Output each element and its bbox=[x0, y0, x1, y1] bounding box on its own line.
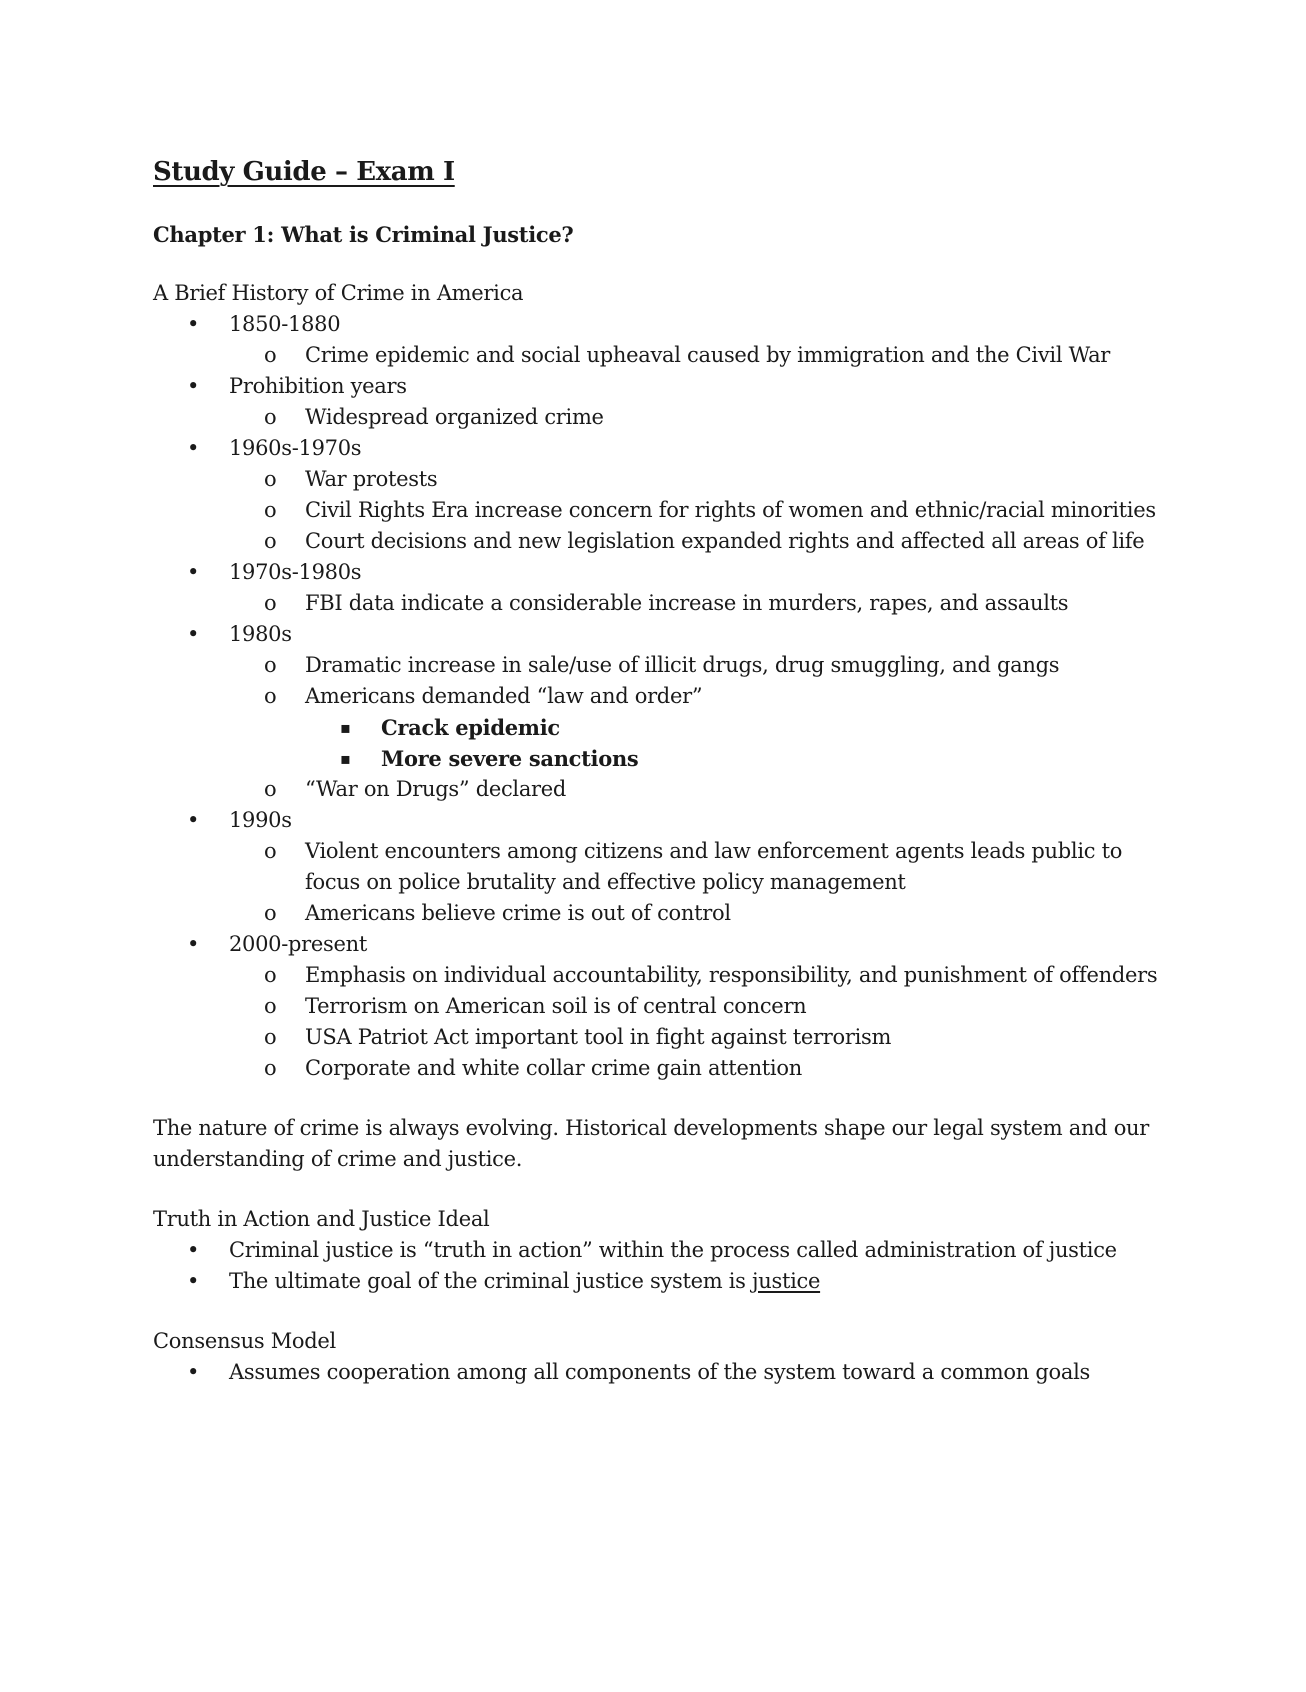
history-heading: A Brief History of Crime in America bbox=[153, 281, 524, 305]
consensus-heading: Consensus Model bbox=[153, 1329, 336, 1353]
era-label: 1850-1880 bbox=[229, 312, 341, 336]
era-subpoints bbox=[305, 712, 1163, 774]
era-label: 2000-present bbox=[229, 932, 368, 956]
document-page bbox=[153, 152, 1163, 1388]
era-item bbox=[153, 557, 1163, 619]
bullet-marker: • bbox=[187, 1360, 200, 1384]
era-point: o Corporate and white collar crime gain attention bbox=[229, 1053, 1163, 1084]
era-item bbox=[153, 805, 1163, 929]
era-label: Prohibition years bbox=[229, 374, 407, 398]
era-point: o FBI data indicate a considerable increase in murders, rapes, and assaults bbox=[229, 588, 1163, 619]
goal-text: The ultimate goal of the criminal justice system is bbox=[229, 1269, 753, 1293]
bullet-marker: • bbox=[187, 932, 200, 956]
history-section bbox=[153, 278, 1163, 1084]
era-points bbox=[229, 340, 1163, 371]
circle-marker: o bbox=[264, 1025, 277, 1049]
era-point: o Violent encounters among citizens and law enforcement agents leads public to focus on police brutality and effective policy management bbox=[229, 836, 1163, 898]
nature-paragraph: The nature of crime is always evolving. Historical developments shape our legal system and our understanding of crime and justice. bbox=[153, 1116, 1150, 1171]
square-marker: ▪ bbox=[340, 718, 351, 737]
circle-marker: o bbox=[264, 839, 277, 863]
era-item bbox=[153, 309, 1163, 371]
era-point: o Crime epidemic and social upheaval caused by immigration and the Civil War bbox=[229, 340, 1163, 371]
bullet-marker: • bbox=[187, 1238, 200, 1262]
truth-heading: Truth in Action and Justice Ideal bbox=[153, 1207, 490, 1231]
document-title: Study Guide – Exam I bbox=[153, 157, 455, 187]
bullet-marker: • bbox=[187, 560, 200, 584]
circle-marker: o bbox=[264, 777, 277, 801]
era-point: o War protests bbox=[229, 464, 1163, 495]
era-points bbox=[229, 402, 1163, 433]
era-point: o USA Patriot Act important tool in fight against terrorism bbox=[229, 1022, 1163, 1053]
truth-item bbox=[153, 1266, 1163, 1297]
era-item bbox=[153, 371, 1163, 433]
era-point: o Emphasis on individual accountability, responsibility, and punishment of offenders bbox=[229, 960, 1163, 991]
consensus-list bbox=[153, 1357, 1163, 1388]
era-item bbox=[153, 433, 1163, 557]
consensus-item: • Assumes cooperation among all components of the system toward a common goals bbox=[153, 1357, 1163, 1388]
bullet-marker: • bbox=[187, 374, 200, 398]
era-points bbox=[229, 588, 1163, 619]
history-era-list bbox=[153, 309, 1163, 1084]
bullet-marker: • bbox=[187, 436, 200, 460]
era-point: o Court decisions and new legislation expanded rights and affected all areas of life bbox=[229, 526, 1163, 557]
truth-list bbox=[153, 1235, 1163, 1297]
era-label: 1960s-1970s bbox=[229, 436, 362, 460]
era-subpoint: ▪ More severe sanctions bbox=[305, 743, 1163, 774]
justice-emphasis: justice bbox=[752, 1269, 821, 1293]
chapter-title: Chapter 1: What is Criminal Justice? bbox=[153, 222, 574, 247]
circle-marker: o bbox=[264, 591, 277, 615]
era-item bbox=[153, 929, 1163, 1084]
circle-marker: o bbox=[264, 498, 277, 522]
era-point: o Widespread organized crime bbox=[229, 402, 1163, 433]
era-point: o Dramatic increase in sale/use of illicit drugs, drug smuggling, and gangs bbox=[229, 650, 1163, 681]
era-points bbox=[229, 650, 1163, 805]
era-point: o “War on Drugs” declared bbox=[229, 774, 1163, 805]
era-item bbox=[153, 619, 1163, 805]
circle-marker: o bbox=[264, 994, 277, 1018]
bullet-marker: • bbox=[187, 622, 200, 646]
era-label: 1980s bbox=[229, 622, 292, 646]
circle-marker: o bbox=[264, 684, 277, 708]
era-label: 1990s bbox=[229, 808, 292, 832]
era-point: o Terrorism on American soil is of central concern bbox=[229, 991, 1163, 1022]
bullet-marker: • bbox=[187, 808, 200, 832]
era-points bbox=[229, 960, 1163, 1084]
era-point: o Americans believe crime is out of control bbox=[229, 898, 1163, 929]
era-points bbox=[229, 836, 1163, 929]
circle-marker: o bbox=[264, 405, 277, 429]
circle-marker: o bbox=[264, 467, 277, 491]
circle-marker: o bbox=[264, 529, 277, 553]
era-point: o Civil Rights Era increase concern for rights of women and ethnic/racial minorities bbox=[229, 495, 1163, 526]
circle-marker: o bbox=[264, 343, 277, 367]
era-label: 1970s-1980s bbox=[229, 560, 362, 584]
era-points bbox=[229, 464, 1163, 557]
era-point: o Americans demanded “law and order” ▪ Crack epidemic ▪ More severe sanctions bbox=[229, 681, 1163, 774]
square-marker: ▪ bbox=[340, 749, 351, 768]
circle-marker: o bbox=[264, 1056, 277, 1080]
truth-section bbox=[153, 1204, 1163, 1297]
bullet-marker: • bbox=[187, 312, 200, 336]
circle-marker: o bbox=[264, 963, 277, 987]
circle-marker: o bbox=[264, 653, 277, 677]
circle-marker: o bbox=[264, 901, 277, 925]
consensus-section bbox=[153, 1326, 1163, 1388]
truth-item: • Criminal justice is “truth in action” within the process called administration of justice bbox=[153, 1235, 1163, 1266]
era-subpoint: ▪ Crack epidemic bbox=[305, 712, 1163, 743]
bullet-marker: • bbox=[187, 1269, 200, 1293]
